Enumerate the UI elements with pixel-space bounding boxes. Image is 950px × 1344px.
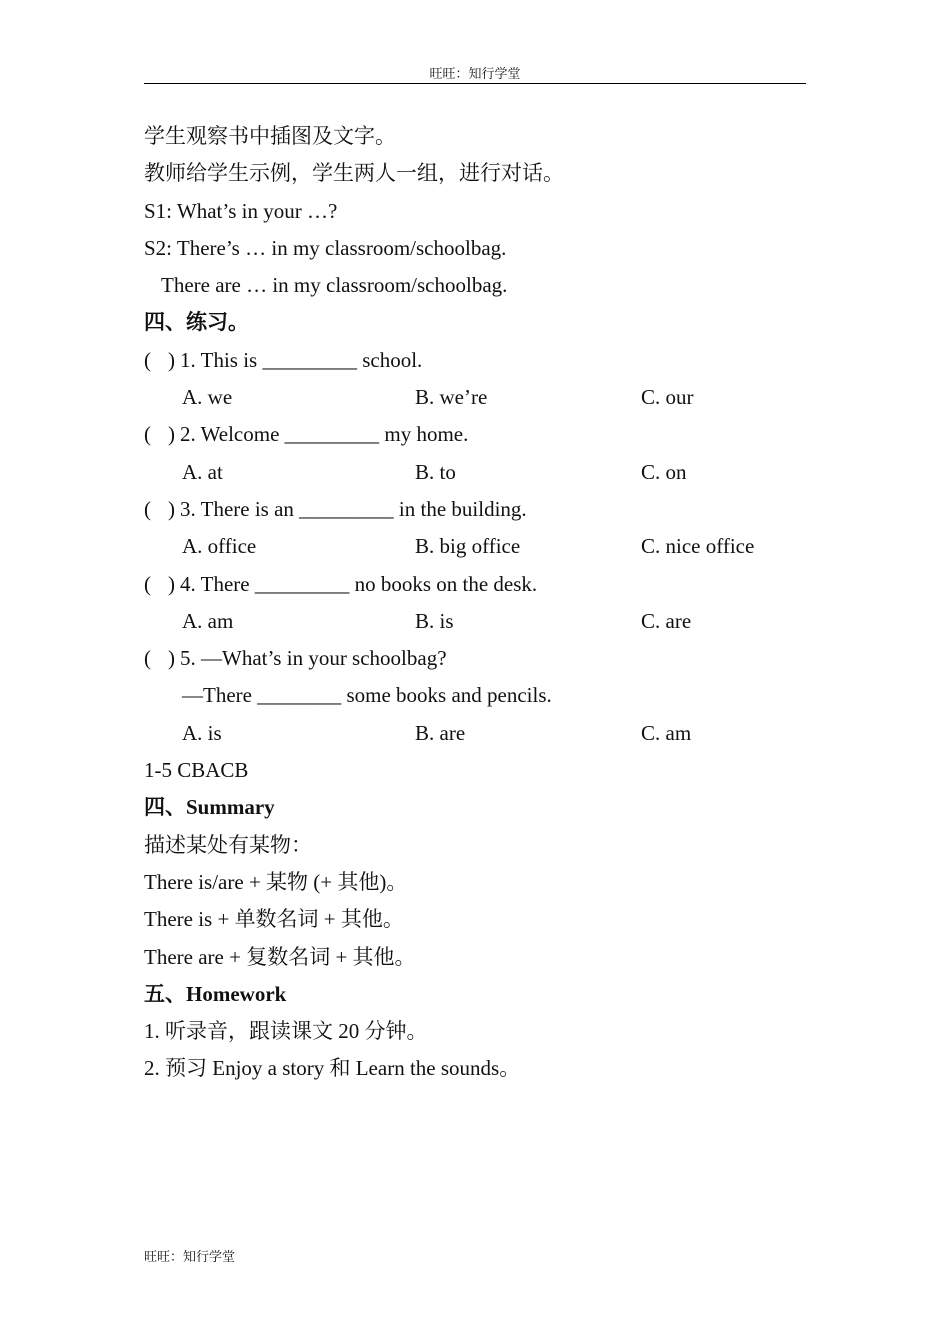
question-5-options <box>144 715 806 752</box>
question-text: 3. There is an _________ in the building. <box>180 496 527 521</box>
option-c: C. are <box>641 608 692 633</box>
answer-paren-close: ) <box>168 571 175 596</box>
option-a: A. office <box>182 534 257 559</box>
answer-paren-open: ( <box>144 347 151 372</box>
question-1-options <box>144 379 806 416</box>
option-c: C. on <box>641 459 687 484</box>
option-a: A. at <box>182 459 223 484</box>
answer-paren-close: ) <box>168 496 175 521</box>
answer-paren-open: ( <box>144 571 151 596</box>
option-b: B. to <box>415 459 456 484</box>
intro-line-2: 教师给学生示例，学生两人一组，进行对话。 <box>144 161 564 186</box>
summary-line-3: There is + 单数名词 + 其他。 <box>144 907 404 932</box>
document-body <box>144 118 806 1088</box>
answer-paren-open: ( <box>144 496 151 521</box>
header-rule <box>144 83 806 84</box>
question-text: 1. This is _________ school. <box>180 347 423 372</box>
option-a: A. am <box>182 608 234 633</box>
option-c: C. nice office <box>641 534 755 559</box>
question-3-options <box>144 528 806 565</box>
homework-heading: 五、Homework <box>144 981 287 1006</box>
question-3 <box>144 491 806 528</box>
answer-paren-close: ) <box>168 347 175 372</box>
answer-paren-close: ) <box>168 646 175 671</box>
question-text: 2. Welcome _________ my home. <box>180 422 469 447</box>
option-b: B. big office <box>415 534 521 559</box>
question-text: 5. —What’s in your schoolbag? <box>180 646 447 671</box>
question-4 <box>144 566 806 603</box>
answer-paren-open: ( <box>144 422 151 447</box>
option-b: B. we’re <box>415 385 488 410</box>
answer-paren-close: ) <box>168 422 175 447</box>
question-2 <box>144 416 806 453</box>
dialog-s2-alt: There are … in my classroom/schoolbag. <box>161 273 508 298</box>
intro-line-1: 学生观察书中插图及文字。 <box>144 124 396 148</box>
summary-line-4: There are + 复数名词 + 其他。 <box>144 944 416 969</box>
summary-line-2: There is/are + 某物 (+ 其他)。 <box>144 869 408 894</box>
page-header: 旺旺：知行学堂 <box>429 66 521 81</box>
dialog-s1: S1: What’s in your …? <box>144 198 338 223</box>
practice-heading: 四、练习。 <box>144 310 249 335</box>
question-5 <box>144 640 806 677</box>
answer-key: 1-5 CBACB <box>144 758 249 783</box>
option-c: C. our <box>641 385 694 410</box>
option-b: B. are <box>415 720 466 745</box>
option-a: A. we <box>182 385 233 410</box>
question-2-options <box>144 454 806 491</box>
option-a: A. is <box>182 720 222 745</box>
summary-line-1: 描述某处有某物： <box>144 832 312 857</box>
answer-paren-open: ( <box>144 646 151 671</box>
option-b: B. is <box>415 608 454 633</box>
question-1 <box>144 342 806 379</box>
question-5-response: —There ________ some books and pencils. <box>182 683 552 708</box>
homework-line-1: 1. 听录音，跟读课文 20 分钟。 <box>144 1019 428 1044</box>
question-text: 4. There _________ no books on the desk. <box>180 571 538 596</box>
summary-heading: 四、Summary <box>144 795 275 820</box>
question-4-options <box>144 603 806 640</box>
dialog-s2: S2: There’s … in my classroom/schoolbag. <box>144 235 507 260</box>
homework-line-2: 2. 预习 Enjoy a story 和 Learn the sounds。 <box>144 1056 521 1081</box>
page-footer: 旺旺：知行学堂 <box>144 1249 236 1264</box>
option-c: C. am <box>641 720 692 745</box>
